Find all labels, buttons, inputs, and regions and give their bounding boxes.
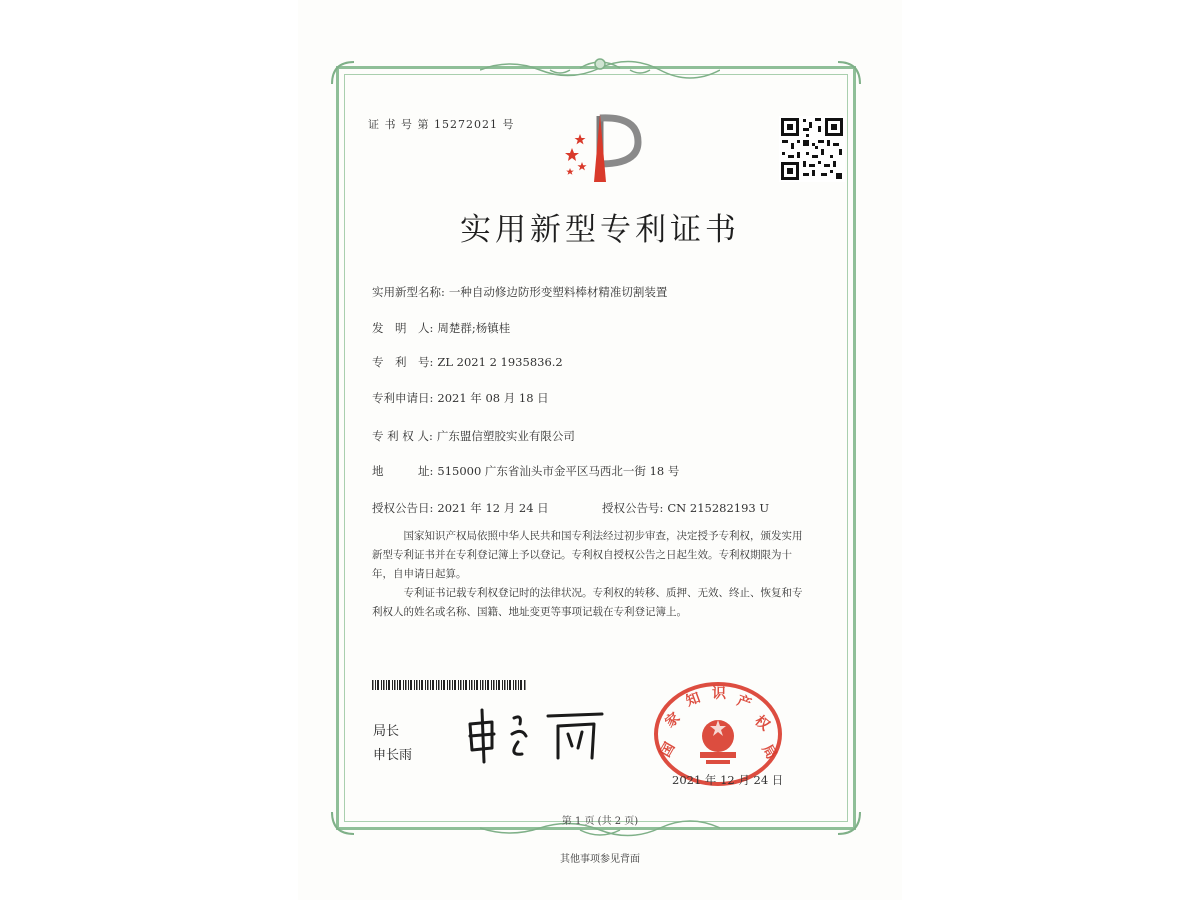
field-patent-number (372, 354, 563, 370)
field-value: 一种自动修边防形变塑料棒材精准切割装置 (448, 285, 668, 299)
corner-ornament-icon (330, 60, 356, 86)
field-label: 专利申请日: (372, 391, 434, 405)
svg-text:权: 权 (751, 712, 773, 735)
field-grant-number (602, 500, 769, 516)
paragraph-line: 专利证书记载专利权登记时的法律状况。专利权的转移、质押、无效、终止、恢复和专 (372, 587, 803, 599)
corner-ornament-icon (836, 60, 862, 86)
field-label: 授权公告日: (372, 501, 434, 515)
paragraph-line: 利权人的姓名或名称、国籍、地址变更等事项记载在专利登记簿上。 (372, 606, 687, 618)
national-ip-logo-icon (556, 108, 646, 186)
svg-text:家: 家 (662, 709, 684, 732)
svg-text:局: 局 (758, 742, 780, 763)
barcode-icon (372, 680, 526, 690)
director-name: 申长雨 (373, 748, 413, 763)
field-label: 发 明 人: (372, 321, 434, 335)
paragraph-legal-status (372, 584, 836, 622)
field-inventor (372, 320, 510, 336)
field-value: 515000 广东省汕头市金平区马西北一街 18 号 (437, 464, 680, 478)
footer-note: 其他事项参见背面 (560, 854, 640, 865)
field-label: 专 利 权 人: (372, 429, 433, 443)
paragraph-line: 国家知识产权局依照中华人民共和国专利法经过初步审查，决定授予专利权，颁发实用 (372, 530, 803, 542)
qr-code-icon (779, 116, 845, 182)
field-value: 2021 年 08 月 18 日 (437, 391, 549, 405)
top-ornament-icon (480, 56, 720, 80)
svg-text:国: 国 (657, 739, 679, 760)
field-value: ZL 2021 2 1935836.2 (437, 355, 563, 369)
field-value: 广东盟信塑胶实业有限公司 (436, 429, 575, 443)
svg-text:产: 产 (734, 692, 754, 713)
field-value: CN 215282193 U (667, 501, 770, 515)
field-grant-date (372, 500, 549, 516)
field-label: 专 利 号: (372, 355, 434, 369)
field-patentee (372, 428, 575, 444)
field-value: 2021 年 12 月 24 日 (437, 501, 549, 515)
paragraph-line: 新型专利证书并在专利登记簿上予以登记。专利权自授权公告之日起生效。专利权期限为十 (372, 549, 792, 561)
paragraph-grant-statement (372, 527, 836, 584)
field-application-date (372, 390, 549, 406)
svg-text:知: 知 (683, 689, 703, 710)
field-label: 授权公告号: (602, 501, 664, 515)
certificate-title: 实用新型专利证书 (460, 212, 740, 248)
certificate-number: 证 书 号 第 15272021 号 (368, 118, 515, 131)
field-value: 周楚群;杨镇桂 (437, 321, 511, 335)
paragraph-line: 年，自申请日起算。 (372, 568, 467, 580)
svg-text:识: 识 (712, 686, 726, 702)
page-number: 第 1 页 (共 2 页) (561, 816, 639, 827)
director-title: 局长 (373, 724, 400, 739)
field-utility-model-name (372, 284, 667, 300)
signature-mark (462, 704, 610, 764)
field-label: 实用新型名称: (372, 285, 445, 299)
field-address (372, 463, 679, 479)
field-label: 地 址: (372, 464, 434, 478)
seal-date: 2021 年 12 月 24 日 (672, 773, 784, 787)
